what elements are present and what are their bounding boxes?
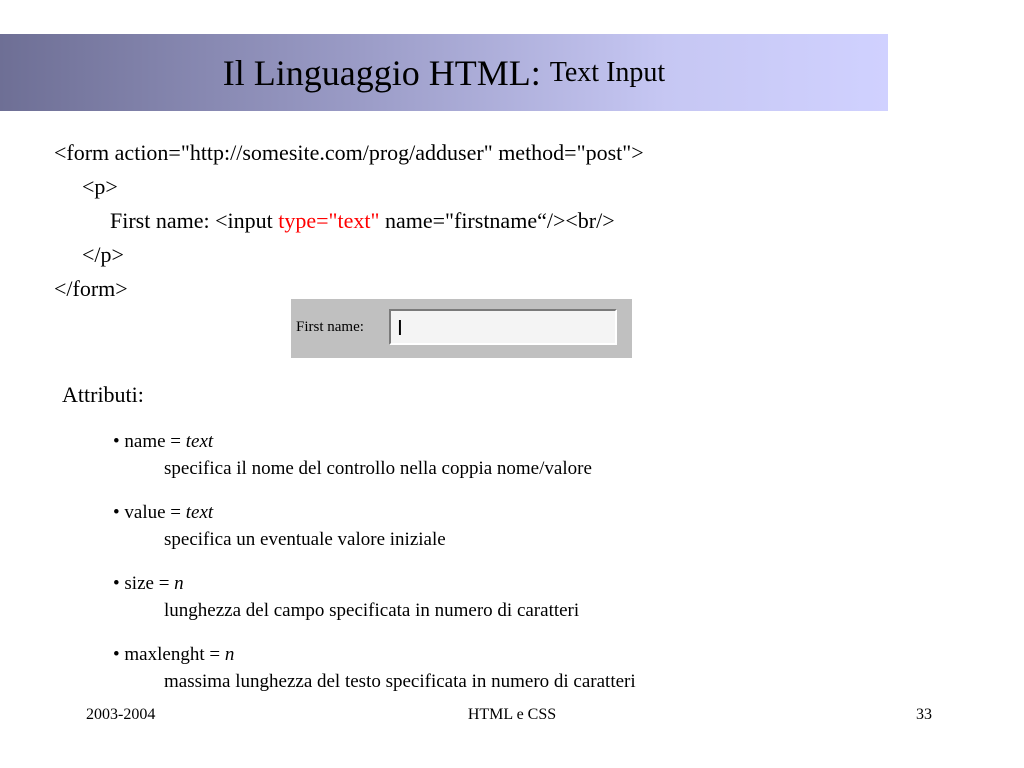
attribute-name: maxlenght =: [124, 644, 225, 665]
code-line-3-end: name="firstname“/><br/>: [379, 208, 615, 233]
footer-title: HTML e CSS: [467, 706, 557, 723]
code-line-1: <form action="http://somesite.com/prog/adduser" method="post">: [54, 140, 644, 165]
bullet: •: [113, 644, 120, 665]
code-line-4: </p>: [82, 242, 124, 267]
rendered-form-demo: [291, 299, 632, 358]
attribute-value: text: [185, 431, 214, 452]
demo-first-name-label: First name:: [296, 319, 364, 335]
title-main: Il Linguaggio HTML:: [222, 52, 541, 93]
attribute-description: specifica un eventuale valore iniziale: [164, 529, 446, 550]
attribute-description: specifica il nome del controllo nella coppia nome/valore: [164, 458, 592, 479]
attribute-description: lunghezza del campo specificata in numero di caratteri: [164, 600, 580, 621]
bullet: •: [113, 431, 120, 452]
footer-page-number: 33: [916, 706, 932, 723]
code-highlight-type: type="text": [278, 208, 380, 233]
attributes-list: [113, 428, 636, 712]
attribute-item-value: [113, 499, 636, 553]
attribute-description: massima lunghezza del testo specificata in numero di caratteri: [164, 671, 636, 692]
code-line-5: </form>: [54, 276, 128, 301]
attribute-name: value =: [124, 502, 186, 523]
code-line-3-start: First name: <input: [110, 208, 279, 233]
attribute-name: name =: [124, 431, 186, 452]
code-line-2: <p>: [82, 174, 118, 199]
attribute-value: n: [174, 573, 184, 594]
code-example: [54, 136, 644, 306]
attribute-value: text: [185, 502, 214, 523]
text-cursor-icon: I: [397, 316, 403, 340]
slide-title: [0, 34, 888, 111]
title-sub: Text Input: [549, 56, 666, 88]
code-line-3: [54, 204, 644, 238]
attribute-name: size =: [124, 573, 175, 594]
footer-year: 2003-2004: [86, 706, 156, 723]
attribute-value: n: [224, 644, 235, 665]
attributes-heading: Attributi:: [62, 382, 144, 407]
attribute-item-name: [113, 428, 636, 482]
attribute-item-size: [113, 570, 636, 624]
demo-first-name-input[interactable]: [389, 309, 617, 345]
bullet: •: [113, 573, 120, 594]
bullet: •: [113, 502, 120, 523]
attribute-item-maxlength: [113, 641, 636, 695]
